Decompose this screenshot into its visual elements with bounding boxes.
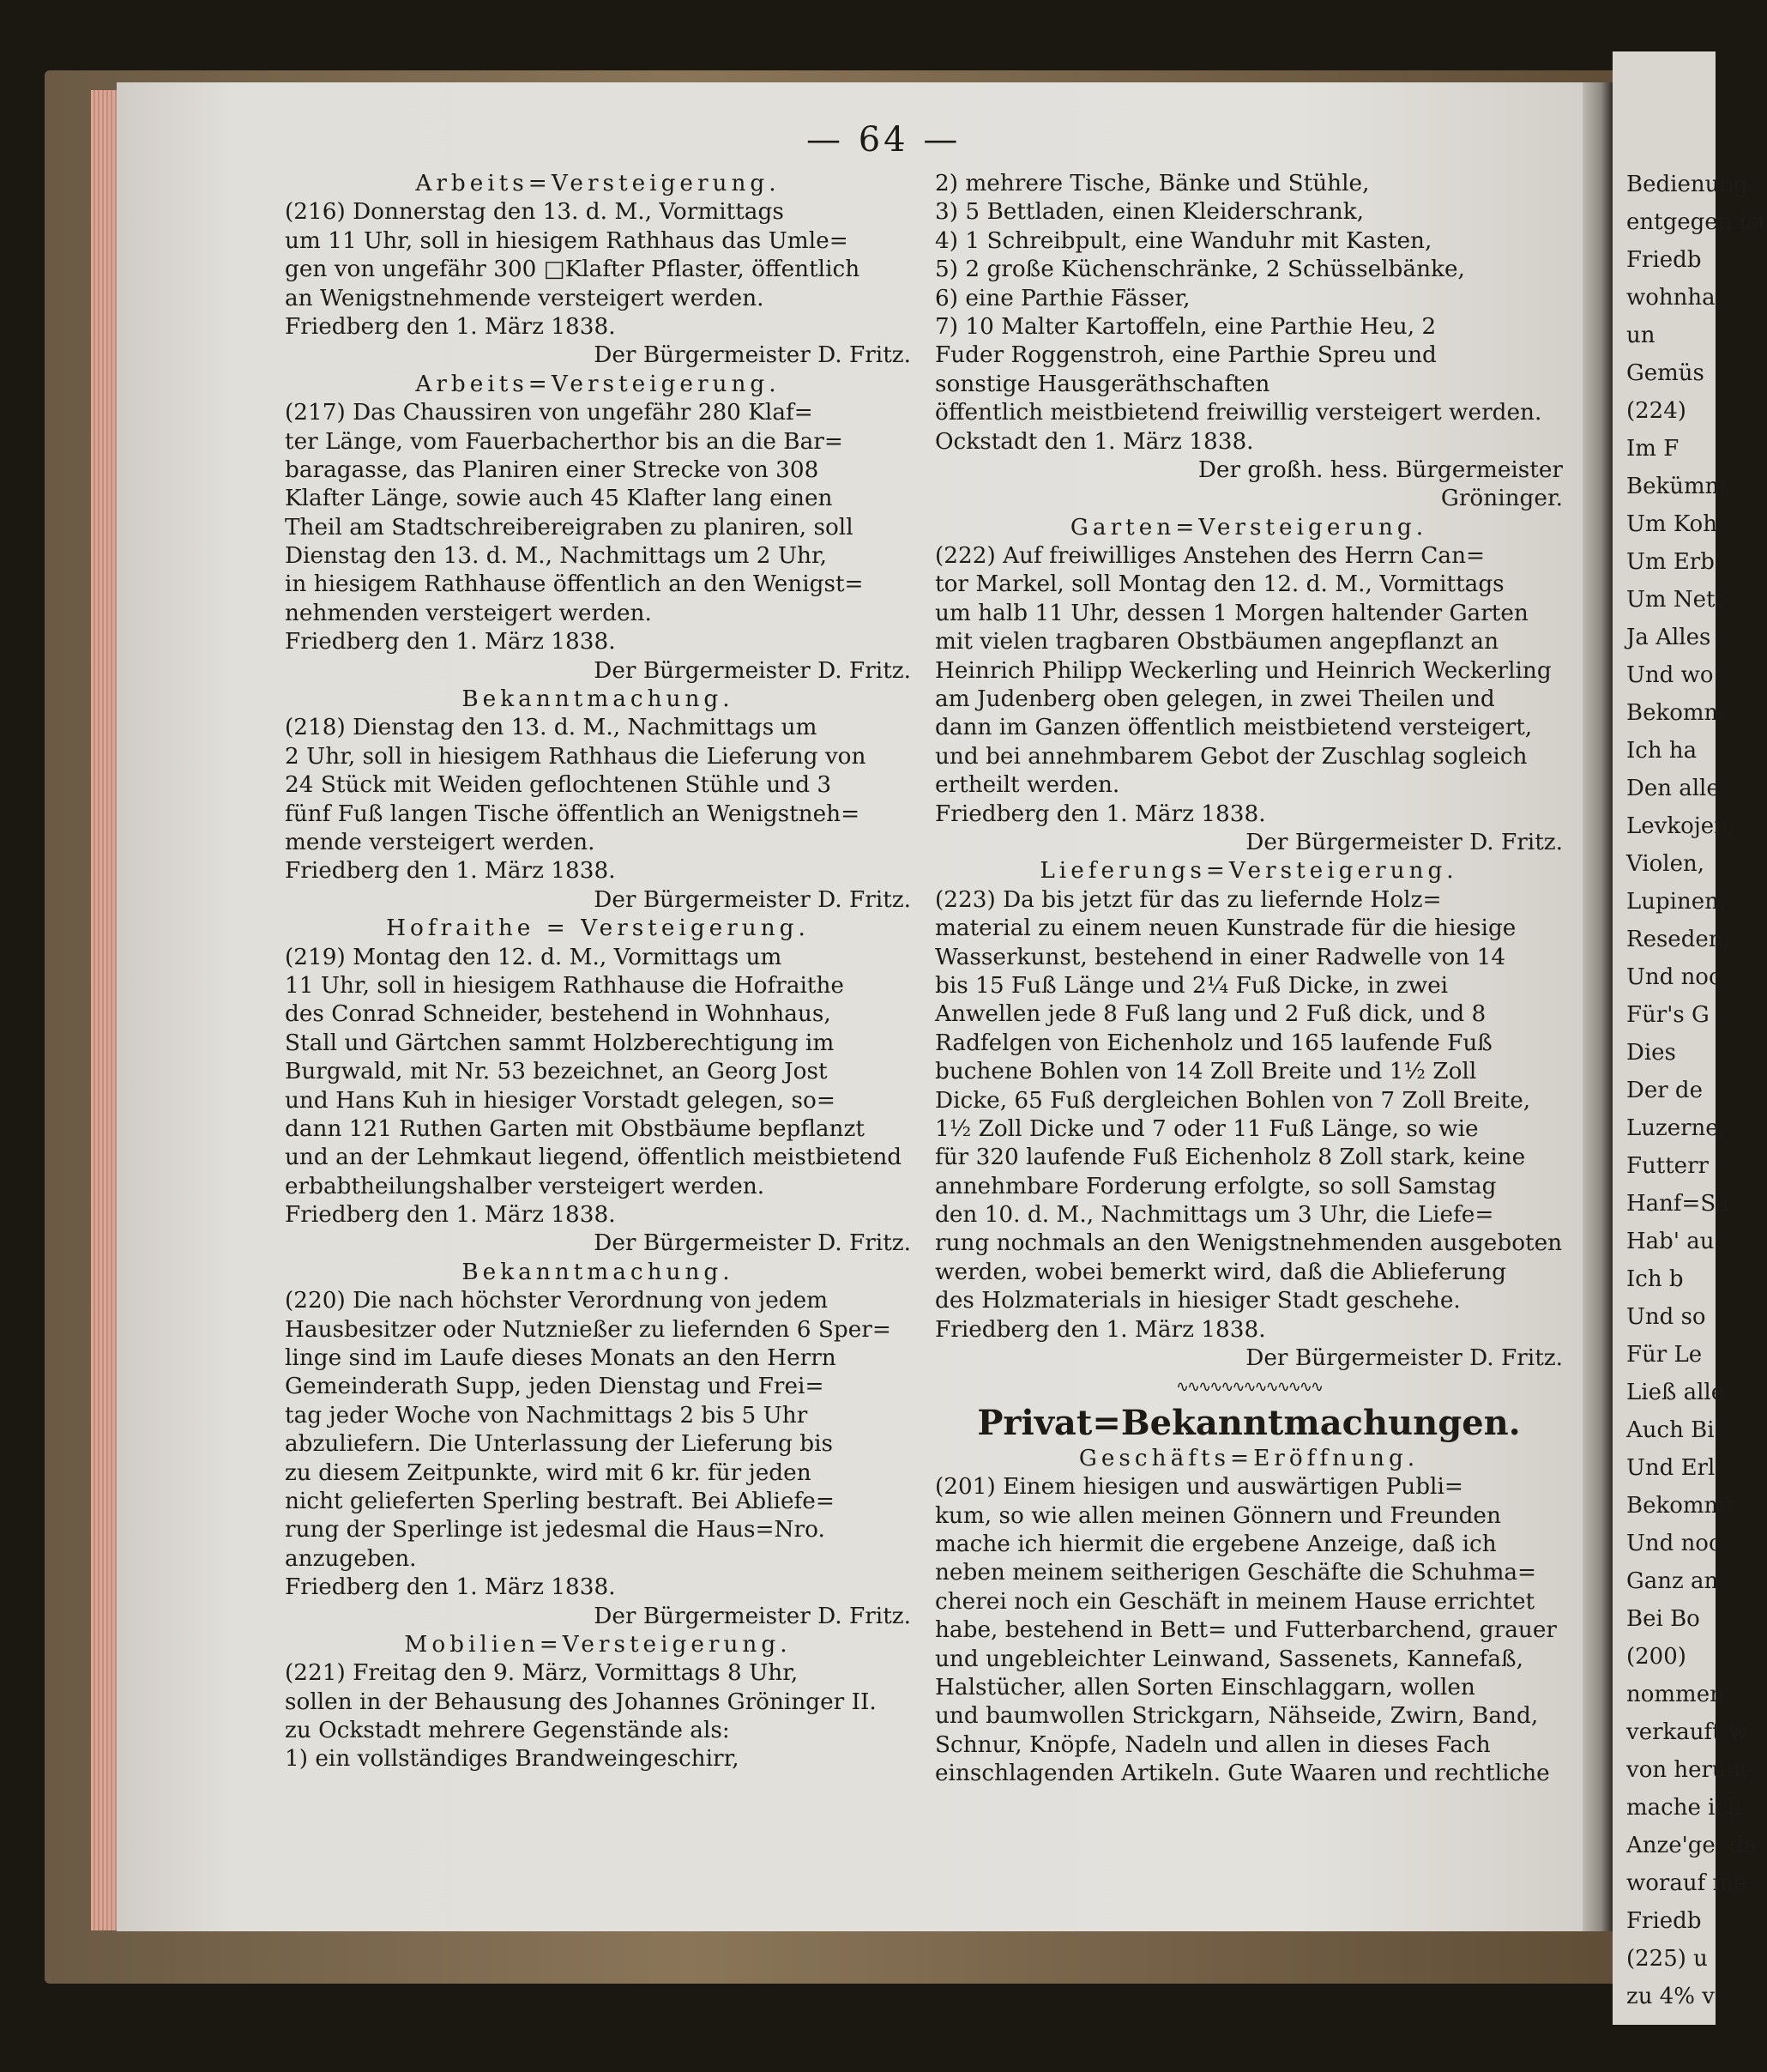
book-gutter bbox=[1583, 82, 1613, 1931]
text-line: Friedberg den 1. März 1838. bbox=[285, 1202, 616, 1229]
text-line: und an der Lehmkaut liegend, öffentlich meistbietend bbox=[285, 1145, 902, 1171]
text-line: Theil am Stadtschreibereigraben zu planiren, soll bbox=[285, 514, 853, 541]
text-line: Der großh. hess. Bürgermeister bbox=[1197, 456, 1563, 483]
next-page-fragment: entgegen ist bbox=[1626, 209, 1767, 235]
text-line: Der Bürgermeister D. Fritz. bbox=[1245, 829, 1563, 855]
next-page-fragment: Auch Bi bbox=[1626, 1417, 1715, 1443]
text-line: Wasserkunst, bestehend in einer Radwelle von 14 bbox=[935, 944, 1506, 970]
text-line: (223) Da bis jetzt für das zu liefernde Holz= bbox=[935, 886, 1442, 913]
text-line: ertheilt werden. bbox=[935, 772, 1120, 799]
text-line: Lieferungs=Versteigerung. bbox=[1040, 858, 1458, 885]
next-page-fragment: Und noc bbox=[1626, 1531, 1722, 1556]
next-page-fragment: Der de bbox=[1626, 1078, 1703, 1103]
next-page-fragment: (224) bbox=[1626, 398, 1686, 424]
next-page-fragment: Im F bbox=[1626, 436, 1680, 462]
text-line: rung der Sperlinge ist jedesmal die Haus=Nro. bbox=[285, 1517, 825, 1543]
next-page-fragment: Futterr bbox=[1626, 1153, 1709, 1179]
next-page-fragment: Um Koh bbox=[1626, 511, 1717, 537]
text-line: Stall und Gärtchen sammt Holzberechtigung im bbox=[285, 1030, 835, 1056]
text-line: nehmenden versteigert werden. bbox=[285, 600, 652, 626]
text-line: mache ich hiermit die ergebene Anzeige, daß ich bbox=[935, 1531, 1497, 1557]
text-line: gen von ungefähr 300 □Klafter Pflaster, öffentlich bbox=[285, 257, 860, 283]
text-line: 4) 1 Schreibpult, eine Wanduhr mit Kasten, bbox=[935, 227, 1432, 254]
text-line: 6) eine Parthie Fässer, bbox=[935, 285, 1191, 311]
next-page-fragment: Ja Alles bbox=[1626, 625, 1711, 650]
text-line: Friedberg den 1. März 1838. bbox=[285, 629, 616, 655]
text-line: Friedberg den 1. März 1838. bbox=[935, 800, 1266, 827]
text-line: zu Ockstadt mehrere Gegenstände als: bbox=[285, 1718, 730, 1744]
next-page-fragment: (225) u bbox=[1626, 1946, 1708, 1972]
text-line: Gemeinderath Supp, jeden Dienstag und Frei= bbox=[285, 1374, 824, 1400]
text-line: habe, bestehend in Bett= und Futterbarchend, grauer bbox=[935, 1617, 1557, 1644]
text-line: Heinrich Philipp Weckerling und Heinrich Weckerling bbox=[935, 657, 1552, 684]
right-column bbox=[935, 170, 1563, 1788]
text-line: einschlagenden Artikeln. Gute Waaren und rechtliche bbox=[935, 1761, 1550, 1787]
next-page-fragment: Um Erb bbox=[1626, 549, 1715, 575]
text-line: Friedberg den 1. März 1838. bbox=[285, 858, 616, 885]
next-page-fragment: Ich b bbox=[1626, 1266, 1684, 1292]
next-page-fragment: Dies bbox=[1626, 1040, 1676, 1066]
next-page-fragment: Luzerne, bbox=[1626, 1115, 1726, 1141]
text-line: annehmbare Forderung erfolgte, so soll Samstag bbox=[935, 1173, 1497, 1199]
next-page-fragment: Bekümm bbox=[1626, 474, 1727, 499]
text-line: um halb 11 Uhr, dessen 1 Morgen haltender Garten bbox=[935, 600, 1529, 626]
next-page-fragment: Ließ alle bbox=[1626, 1380, 1725, 1405]
text-line: Hausbesitzer oder Nutznießer zu liefernden 6 Sper= bbox=[285, 1316, 891, 1343]
next-page-fragment: Gemüs bbox=[1626, 360, 1704, 386]
next-page-fragment: worauf me bbox=[1626, 1870, 1747, 1896]
text-line: Anwellen jede 8 Fuß lang und 2 Fuß dick, und 8 bbox=[935, 1001, 1487, 1028]
next-page-fragment: verkauft w bbox=[1626, 1719, 1748, 1745]
text-line: an Wenigstnehmende versteigert werden. bbox=[285, 285, 764, 311]
text-line: mit vielen tragbaren Obstbäumen angepflanzt an bbox=[935, 629, 1499, 655]
text-line: 1½ Zoll Dicke und 7 oder 11 Fuß Länge, so wie bbox=[935, 1115, 1479, 1142]
text-line: tag jeder Woche von Nachmittags 2 bis 5 Uhr bbox=[285, 1402, 808, 1429]
next-page-fragment: Hanf=Sa bbox=[1626, 1191, 1729, 1217]
text-line: 7) 10 Malter Kartoffeln, eine Parthie Heu, 2 bbox=[935, 313, 1437, 340]
next-page-fragment: Und so bbox=[1626, 1304, 1706, 1330]
text-line: Klafter Länge, sowie auch 45 Klafter lang einen bbox=[285, 486, 833, 512]
text-line: (220) Die nach höchster Verordnung von jedem bbox=[285, 1288, 829, 1314]
text-line: Dienstag den 13. d. M., Nachmittags um 2 Uhr, bbox=[285, 543, 828, 570]
text-line: des Holzmaterials in hiesiger Stadt geschehe. bbox=[935, 1288, 1461, 1314]
text-line: Geschäfts=Eröffnung. bbox=[1078, 1445, 1420, 1471]
text-line: sonstige Hausgeräthschaften bbox=[935, 371, 1270, 397]
text-line: (218) Dienstag den 13. d. M., Nachmittags um bbox=[285, 715, 817, 741]
text-line: Arbeits=Versteigerung. bbox=[415, 371, 781, 397]
next-page-fragment: (200) bbox=[1626, 1644, 1686, 1670]
text-line: Bekanntmachung. bbox=[461, 686, 734, 713]
next-page-fragment: nommen bbox=[1626, 1682, 1724, 1707]
text-line: und Hans Kuh in hiesiger Vorstadt gelegen, so= bbox=[285, 1087, 835, 1114]
ornament-divider: ∿∿∿∿∿∿∿∿∿∿∿∿∿ bbox=[1175, 1378, 1323, 1397]
text-line: 2 Uhr, soll in hiesigem Rathhaus die Lieferung von bbox=[285, 743, 866, 770]
text-line: Der Bürgermeister D. Fritz. bbox=[594, 1230, 911, 1257]
text-line: abzuliefern. Die Unterlassung der Lieferung bis bbox=[285, 1431, 833, 1458]
next-page-fragment: un bbox=[1626, 323, 1655, 348]
text-line: Mobilien=Versteigerung. bbox=[404, 1631, 792, 1658]
text-line: den 10. d. M., Nachmittags um 3 Uhr, die Liefe= bbox=[935, 1202, 1494, 1229]
next-page-fragment: Um Nett bbox=[1626, 587, 1724, 613]
text-line: buchene Bohlen von 14 Zoll Breite und 1½ Zoll bbox=[935, 1059, 1477, 1085]
text-line: Der Bürgermeister D. Fritz. bbox=[594, 1603, 911, 1629]
left-column bbox=[285, 170, 911, 1774]
text-line: cherei noch ein Geschäft in meinem Hause errichtet bbox=[935, 1588, 1535, 1615]
text-line: Schnur, Knöpfe, Nadeln und allen in dieses Fach bbox=[935, 1731, 1491, 1758]
section-heading: Privat=Bekanntmachungen. bbox=[977, 1402, 1521, 1443]
text-line: öffentlich meistbietend freiwillig versteigert werden. bbox=[935, 400, 1542, 426]
text-line: ter Länge, vom Fauerbacherthor bis an die Bar= bbox=[285, 428, 843, 455]
next-page-fragment: mache ich bbox=[1626, 1795, 1742, 1821]
text-line: tor Markel, soll Montag den 12. d. M., Vormittags bbox=[935, 571, 1505, 598]
text-line: des Conrad Schneider, bestehend in Wohnhaus, bbox=[285, 1001, 831, 1028]
text-line: (219) Montag den 12. d. M., Vormittags um bbox=[285, 944, 782, 970]
text-line: Arbeits=Versteigerung. bbox=[415, 171, 781, 196]
text-line: Dicke, 65 Fuß dergleichen Bohlen von 7 Zoll Breite, bbox=[935, 1087, 1531, 1114]
text-line: und bei annehmbarem Gebot der Zuschlag sogleich bbox=[935, 743, 1528, 770]
next-page-fragment: zu 4% v bbox=[1626, 1984, 1715, 2009]
text-line: erbabtheilungshalber versteigert werden. bbox=[285, 1173, 765, 1199]
text-line: um 11 Uhr, soll in hiesigem Rathhaus das Umle= bbox=[285, 227, 848, 254]
next-page-fragment: Lupinen, bbox=[1626, 889, 1727, 915]
next-page-fragment: Anze'ge, da bbox=[1626, 1833, 1758, 1858]
text-line: 2) mehrere Tische, Bänke und Stühle, bbox=[935, 171, 1370, 196]
next-page-fragment: Bei Bo bbox=[1626, 1606, 1700, 1632]
next-page-fragment: Für's G bbox=[1626, 1002, 1710, 1028]
next-page-fragment: Hab' au bbox=[1626, 1229, 1715, 1254]
next-page-fragment: Levkojen, bbox=[1626, 813, 1736, 839]
text-line: (217) Das Chaussiren von ungefähr 280 Klaf= bbox=[285, 400, 813, 426]
next-page-fragment: Violen, bbox=[1626, 851, 1704, 877]
next-page-fragment: Reseden, bbox=[1626, 927, 1730, 952]
text-line: Der Bürgermeister D. Fritz. bbox=[594, 342, 911, 369]
text-line: zu diesem Zeitpunkte, wird mit 6 kr. für jeden bbox=[285, 1459, 811, 1486]
text-line: Gröninger. bbox=[1440, 486, 1563, 512]
next-page-fragment: Bekommt bbox=[1626, 1493, 1734, 1519]
next-page-fragment: Bekomm bbox=[1626, 700, 1726, 726]
text-line: (216) Donnerstag den 13. d. M., Vormittags bbox=[285, 199, 784, 226]
text-line: Ockstadt den 1. März 1838. bbox=[935, 428, 1254, 455]
text-line: 24 Stück mit Weiden geflochtenen Stühle und 3 bbox=[285, 772, 832, 799]
next-page-fragment: Ganz an bbox=[1626, 1568, 1719, 1594]
next-page-fragment: Ich ha bbox=[1626, 738, 1698, 764]
next-page-fragment: Für Le bbox=[1626, 1342, 1703, 1368]
text-line: neben meinem seitherigen Geschäfte die Schuhma= bbox=[935, 1560, 1537, 1586]
text-line: 1) ein vollständiges Brandweingeschirr, bbox=[285, 1746, 739, 1773]
text-line: Der Bürgermeister D. Fritz. bbox=[594, 886, 911, 913]
right-page-fragment bbox=[1613, 51, 1767, 2025]
text-line: Halstücher, allen Sorten Einschlaggarn, wollen bbox=[935, 1674, 1475, 1700]
text-line: 11 Uhr, soll in hiesigem Rathhause die Hofraithe bbox=[285, 972, 844, 999]
text-line: sollen in der Behausung des Johannes Gröninger II. bbox=[285, 1688, 877, 1715]
next-page-fragment: Und wo bbox=[1626, 662, 1714, 688]
text-line: Radfelgen von Eichenholz und 165 laufende Fuß bbox=[935, 1030, 1493, 1056]
text-line: (222) Auf freiwilliges Anstehen des Herrn Can= bbox=[935, 543, 1486, 570]
text-line: Friedberg den 1. März 1838. bbox=[285, 313, 616, 340]
text-line: fünf Fuß langen Tische öffentlich an Wenigstneh= bbox=[285, 800, 860, 827]
page-edge bbox=[91, 90, 120, 1930]
text-line: (201) Einem hiesigen und auswärtigen Publi= bbox=[935, 1474, 1463, 1501]
text-line: nicht gelieferten Sperling bestraft. Bei Abliefe= bbox=[285, 1488, 835, 1514]
text-line: in hiesigem Rathhause öffentlich an den Wenigst= bbox=[285, 571, 864, 598]
text-line: linge sind im Laufe dieses Monats an den Herrn bbox=[285, 1345, 836, 1372]
next-page-fragment: wohnha bbox=[1626, 285, 1716, 311]
text-line: werden, wobei bemerkt wird, daß die Ablieferung bbox=[935, 1259, 1506, 1285]
text-line: anzugeben. bbox=[285, 1545, 417, 1572]
text-line: Der Bürgermeister D. Fritz. bbox=[1245, 1345, 1563, 1372]
text-line: kum, so wie allen meinen Gönnern und Freunden bbox=[935, 1502, 1501, 1529]
text-line: Fuder Roggenstroh, eine Parthie Spreu und bbox=[935, 342, 1437, 369]
text-line: für 320 laufende Fuß Eichenholz 8 Zoll stark, keine bbox=[935, 1145, 1526, 1171]
next-page-fragment: Bedienung bbox=[1626, 172, 1748, 197]
text-line: 5) 2 große Küchenschränke, 2 Schüsselbänke, bbox=[935, 257, 1465, 283]
text-line: Bekanntmachung. bbox=[461, 1259, 734, 1285]
text-line: Der Bürgermeister D. Fritz. bbox=[594, 657, 911, 684]
text-line: Burgwald, mit Nr. 53 bezeichnet, an Georg Jost bbox=[285, 1059, 828, 1085]
text-line: und ungebleichter Leinwand, Sassenets, Kannefaß, bbox=[935, 1646, 1523, 1672]
next-page-fragment: Und Erl bbox=[1626, 1455, 1716, 1481]
text-line: material zu einem neuen Kunstrade für die hiesige bbox=[935, 915, 1517, 942]
text-line: Hofraithe = Versteigerung. bbox=[386, 915, 810, 942]
text-line: und baumwollen Strickgarn, Nähseide, Zwirn, Band, bbox=[935, 1703, 1539, 1730]
text-line: 3) 5 Bettladen, einen Kleiderschrank, bbox=[935, 199, 1365, 226]
text-line: am Judenberg oben gelegen, in zwei Theilen und bbox=[935, 686, 1495, 713]
text-line: rung nochmals an den Wenigstnehmenden ausgeboten bbox=[935, 1230, 1563, 1257]
text-line: baragasse, das Planiren einer Strecke von 308 bbox=[285, 456, 819, 483]
text-line: bis 15 Fuß Länge und 2¼ Fuß Dicke, in zwei bbox=[935, 972, 1449, 999]
next-page-fragment: Friedb bbox=[1626, 1908, 1702, 1934]
next-page-fragment: Friedb bbox=[1626, 247, 1702, 273]
next-page-fragment: Und noc bbox=[1626, 964, 1722, 990]
next-page-fragment: von herum bbox=[1626, 1757, 1748, 1783]
next-page-fragment: Den alle bbox=[1626, 776, 1720, 801]
text-line: mende versteigert werden. bbox=[285, 829, 595, 855]
text-line: Garten=Versteigerung. bbox=[1070, 514, 1428, 541]
text-line: Friedberg den 1. März 1838. bbox=[285, 1574, 616, 1601]
text-line: (221) Freitag den 9. März, Vormittags 8 Uhr, bbox=[285, 1660, 799, 1687]
text-line: Friedberg den 1. März 1838. bbox=[935, 1316, 1266, 1343]
page-number: — 64 — bbox=[806, 120, 962, 160]
text-line: dann 121 Ruthen Garten mit Obstbäume bepflanzt bbox=[285, 1115, 865, 1142]
text-line: dann im Ganzen öffentlich meistbietend versteigert, bbox=[935, 715, 1533, 741]
